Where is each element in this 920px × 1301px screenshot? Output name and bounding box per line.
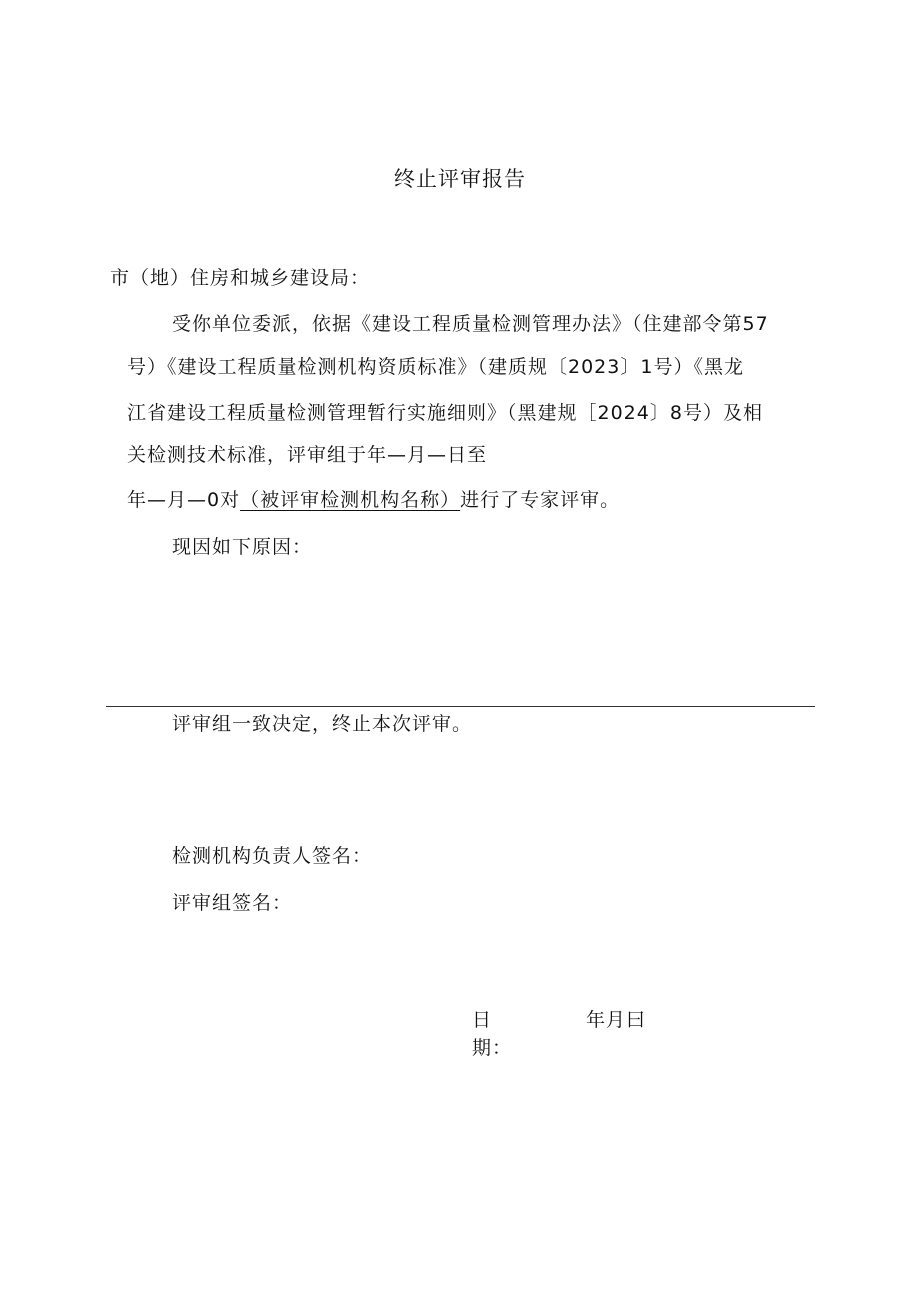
decision-text: 评审组一致决定，终止本次评审。	[172, 713, 473, 735]
org-name-placeholder: （被评审检测机构名称）	[240, 489, 461, 511]
addressee: 市（地）住房和城乡建设局：	[110, 267, 371, 289]
date-value: 年月曰	[586, 1009, 647, 1031]
page-title: 终止评审报告	[394, 167, 526, 191]
body-line-3: 江省建设工程质量检测管理暂行实施细则》（黑建规［2024〕8号）及相	[127, 402, 763, 424]
org-head-signature-label: 检测机构负责人签名：	[172, 845, 373, 867]
review-group-signature-label: 评审组签名：	[172, 892, 293, 914]
date-label-bottom: 期：	[472, 1037, 513, 1059]
body-line-5	[127, 489, 620, 511]
reason-intro: 现因如下原因：	[172, 536, 313, 558]
reason-divider	[106, 706, 815, 707]
body-line-4: 关检测技术标准，评审组于年—月—日至	[127, 444, 488, 466]
date-label-top: 日	[472, 1009, 493, 1031]
body-line-1: 受你单位委派，依据《建设工程质量检测管理办法》（住建部令第57	[172, 313, 769, 335]
review-date-prefix: 年—月—0对	[127, 489, 241, 511]
review-sentence-end: 进行了专家评审。	[460, 489, 621, 511]
body-line-2: 号）《建设工程质量检测机构资质标准》（建质规〔2023〕1号）《黑龙	[127, 356, 744, 378]
